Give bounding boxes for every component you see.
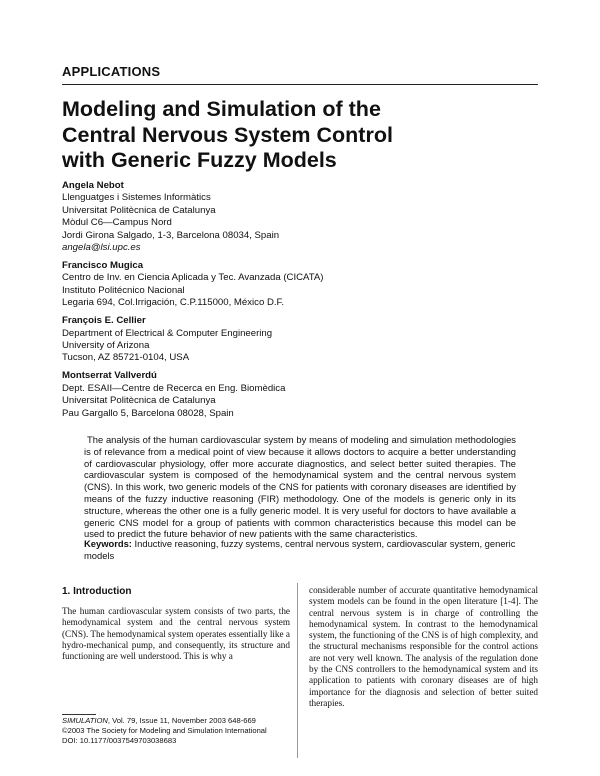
affiliation-line: Dept. ESAII—Centre de Recerca en Eng. Biomèdica (62, 382, 286, 394)
affiliation-line: Llenguatges i Sistemes Informàtics (62, 192, 211, 204)
author-block (62, 260, 538, 310)
affiliation-line: Tucson, AZ 85721-0104, USA (62, 352, 190, 364)
keywords-label: Keywords: (84, 538, 132, 549)
journal-name: SIMULATION (62, 716, 108, 725)
title-line-1: Modeling and Simulation of the (62, 97, 381, 121)
affiliation-line: Pau Gargallo 5, Barcelona 08028, Spain (62, 407, 234, 419)
title-line-2: Central Nervous System Control (62, 122, 393, 147)
left-column (62, 586, 290, 662)
section-heading: 1. Introduction (62, 586, 132, 597)
author-block (62, 180, 538, 254)
section-rule (62, 84, 538, 85)
author-name: François E. Cellier (62, 315, 146, 327)
abstract (84, 434, 516, 540)
section-label: APPLICATIONS (62, 64, 161, 79)
affiliation-line: Universitat Politècnica de Catalunya (62, 395, 216, 407)
footer-rule (62, 714, 96, 715)
author-name: Francisco Mugica (62, 260, 144, 272)
affiliation-line: Centro de Inv. en Ciencia Aplicada y Tec. Avanzada (CICATA) (62, 272, 324, 284)
title-line-3: with Generic Fuzzy Models (62, 148, 337, 172)
author-block (62, 370, 538, 420)
author-block (62, 315, 538, 365)
affiliation-line: Universitat Politècnica de Catalunya (62, 204, 216, 216)
body-paragraph: The human cardiovascular system consists of two parts, the hemodynamical system and the central nervous system (CNS). The hemodynamical system operates essentially like a hydro-mechanical pump, and consequently, its structure and functioning are well understood. This is why a (62, 606, 290, 662)
copyright-line: ©2003 The Society for Modeling and Simulation International (62, 725, 267, 735)
affiliation-line: Mòdul C6—Campus Nord (62, 217, 172, 229)
right-column (309, 585, 538, 709)
abstract-text: The analysis of the human cardiovascular system by means of modeling and simulation methodologies is of relevance from a medical point of view because it allows doctors to acquire a better understanding of cardiovascular physiology, offer more accurate diagnostics, and select better suited therapies. The cardiovascular system is composed of the hemodynamical system and the central nervous system (CNS). In this work, two generic models of the CNS for patients with coronary diseases are identified by means of the fuzzy inductive reasoning (FIR) methodology. One of the models is generic only in its structure, whereas the other one is a fully generic model. It is very useful for doctors to have available a generic CNS model for a group of patients with common characteristics because this model can be used to predict the future behavior of new patients with the same characteristics. (84, 434, 516, 540)
body-paragraph: considerable number of accurate quantitative hemodynamical system models can be found in the open literature [1-4]. The central nervous system is in charge of controlling the hemodynamical system. In contrast to the hemodynamical system, the functioning of the CNS is of high complexity, and the structural mechanisms responsible for the control actions are not very well known. The analysis of the regulation done by the CNS controllers to the hemodynamical system and its application to patients with coronary diseases are of high importance for the diagnosis and selection of better suited therapies. (309, 585, 538, 708)
column-divider (297, 583, 298, 758)
affiliation-line: Instituto Politécnico Nacional (62, 284, 185, 296)
footer (62, 716, 290, 745)
author-email: angela@lsi.upc.es (62, 242, 141, 254)
author-name: Angela Nebot (62, 180, 124, 191)
author-name: Montserrat Vallverdú (62, 370, 157, 382)
affiliation-line: University of Arizona (62, 340, 150, 352)
keywords (84, 538, 516, 562)
paper-title (62, 97, 538, 174)
author-list (62, 180, 538, 426)
keywords-text: Inductive reasoning, fuzzy systems, central nervous system, cardiovascular system, generic models (84, 538, 516, 561)
affiliation-line: Legaria 694, Col.Irrigación, C.P.115000, México D.F. (62, 297, 285, 309)
doi-line: DOI: 10.1177/0037549703038683 (62, 735, 177, 745)
affiliation-line: Department of Electrical & Computer Engineering (62, 327, 273, 339)
citation-details: , Vol. 79, Issue 11, November 2003 648-669 (107, 716, 256, 725)
journal-citation (62, 716, 290, 726)
affiliation-line: Jordi Girona Salgado, 1-3, Barcelona 08034, Spain (62, 229, 280, 241)
